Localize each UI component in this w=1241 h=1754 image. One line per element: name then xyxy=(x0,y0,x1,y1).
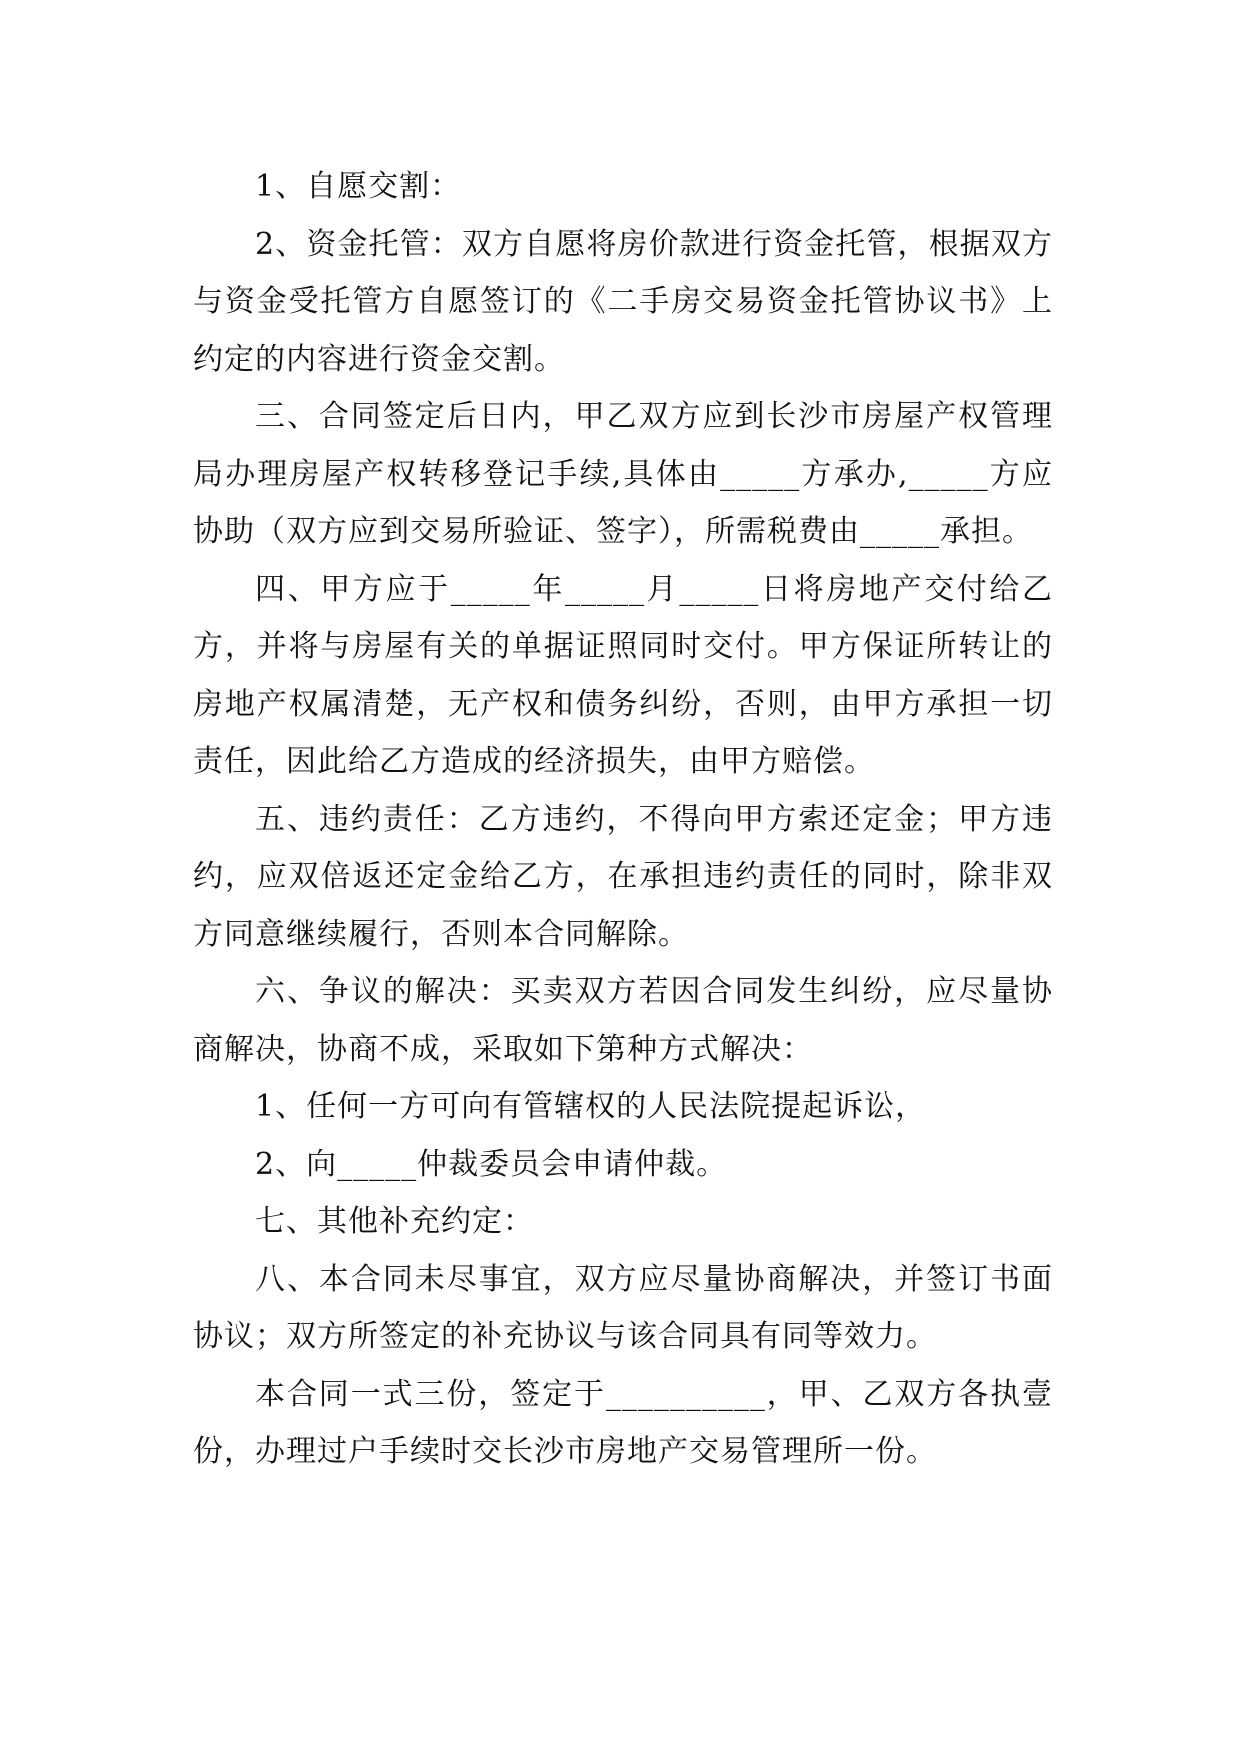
paragraph-clause-6-dispute: 六、争议的解决：买卖双方若因合同发生纠纷，应尽量协商解决，协商不成，采取如下第种方式解决： xyxy=(193,974,1053,1067)
paragraph-copies: 本合同一式三份，签定于__________，甲、乙双方各执壹份，办理过户手续时交长沙市房地产交易管理所一份。 xyxy=(193,1376,1053,1469)
paragraph-clause-7-supplementary: 七、其他补充约定： xyxy=(255,1204,534,1239)
paragraph-clause-3-title-transfer: 三、合同签定后日内，甲乙双方应到长沙市房屋产权管理局办理房屋产权转移登记手续,具体由_____方承办,_____方应协助（双方应到交易所验证、签字），所需税费由_____承担。 xyxy=(193,399,1053,549)
paragraph-dispute-option-2: 2、向_____仲裁委员会申请仲裁。 xyxy=(255,1146,728,1182)
paragraph-fund-escrow: 2、资金托管：双方自愿将房价款进行资金托管，根据双方与资金受托管方自愿签订的《二手房交易资金托管协议书》上约定的内容进行资金交割。 xyxy=(193,226,1053,377)
paragraph-clause-5-breach: 五、违约责任：乙方违约，不得向甲方索还定金；甲方违约，应双倍返还定金给乙方，在承担违约责任的同时，除非双方同意继续履行，否则本合同解除。 xyxy=(193,801,1053,952)
paragraph-clause-8-unresolved: 八、本合同未尽事宜，双方应尽量协商解决，并签订书面协议；双方所签定的补充协议与该合同具有同等效力。 xyxy=(193,1261,1053,1354)
paragraph-dispute-option-1: 1、任何一方可向有管辖权的人民法院提起诉讼， xyxy=(255,1089,927,1124)
document-body xyxy=(193,158,1053,1481)
paragraph-voluntary-settlement: 1、自愿交割： xyxy=(255,169,462,204)
paragraph-clause-4-delivery: 四、甲方应于_____年_____月_____日将房地产交付给乙方，并将与房屋有关的单据证照同时交付。甲方保证所转让的房地产权属清楚，无产权和债务纠纷，否则，由甲方承担一切责任，因此给乙方造成的经济损失，由甲方赔偿。 xyxy=(193,571,1053,779)
